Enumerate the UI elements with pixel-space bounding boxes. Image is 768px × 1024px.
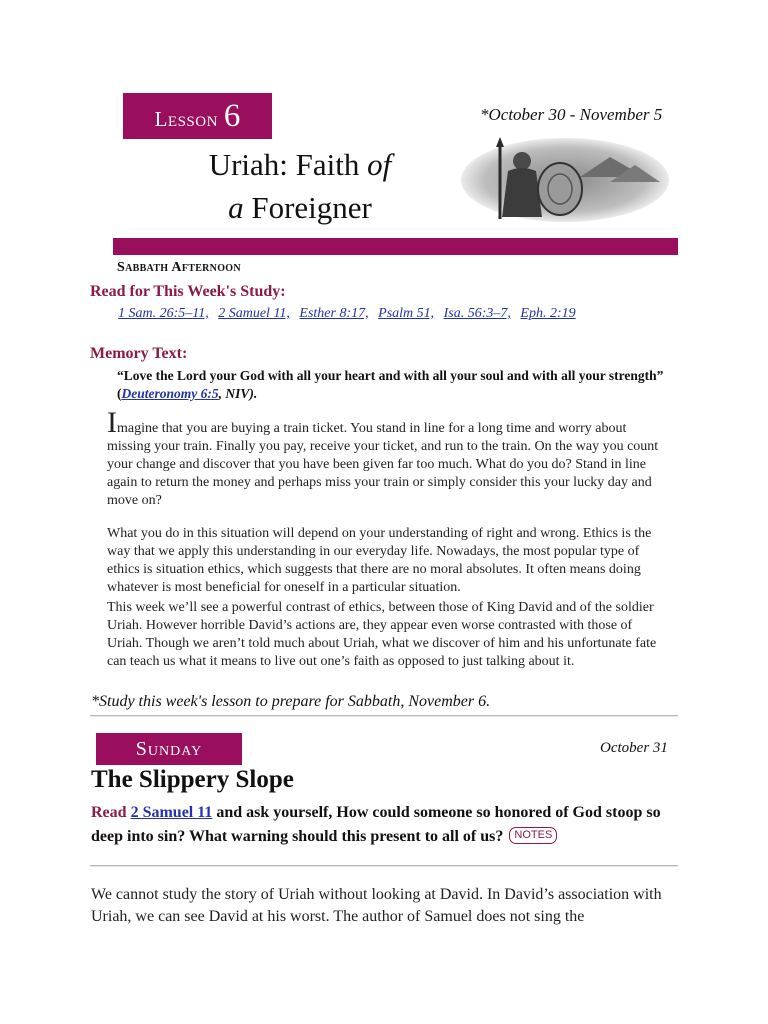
read-question [91,801,681,849]
lesson-number: 6 [223,98,241,134]
notes-button[interactable]: NOTES [509,827,557,844]
contrast-paragraph: This week we’ll see a powerful contrast of ethics, between those of King David and of the soldier Uriah. However horrible David’s actions are, they appear even worse contrasted with those of Uriah. Though we aren’t told much about Uriah, what we discover of him and his unfortunate fate can teach us what it means to live out one’s faith as opposed to just talking about it. [107,600,657,669]
sunday-title: The Slippery Slope [91,766,294,793]
divider [90,865,678,867]
read-label: Read for This Week's Study: [90,283,286,300]
read-reference-link[interactable]: 2 Samuel 11 [130,804,213,821]
title-part3: a [228,190,244,225]
title-part1: Uriah: Faith [208,147,368,182]
title-part4: Foreigner [243,190,372,225]
divider [90,715,678,717]
memory-reference-link[interactable]: Deuteronomy 6:5 [121,386,219,401]
sabbath-heading: Sabbath Afternoon [117,260,241,275]
memory-label: Memory Text: [90,345,188,362]
reference-list [118,304,588,323]
soldier-illustration-icon [460,137,670,223]
reference-link[interactable]: Esther 8:17, [299,306,369,321]
lesson-badge [123,93,272,139]
title-part2: of [367,147,392,182]
closing-paragraph: We cannot study the story of Uriah without looking at David. In David’s association with Uriah, we can see David at his worst. The author of Samuel does not sing the [91,886,662,925]
ethics-paragraph: What you do in this situation will depend on your understanding of right and wrong. Ethics is the way that we apply this understanding in our everyday life. Nowadays, the most popular type of ethics is situation ethics, which suggests that there are no moral absolutes. It often means doing whatever is most beneficial for oneself in a particular situation. [107,526,652,595]
study-note: *Study this week's lesson to prepare for Sabbath, November 6. [91,693,491,710]
lesson-word: Lesson [154,107,218,131]
reference-link[interactable]: 2 Samuel 11, [218,306,290,321]
reference-link[interactable]: 1 Sam. 26:5–11, [118,306,209,321]
paragraph-text: magine that you are buying a train ticket. You stand in line for a long time and worry about missing your train. Finally you pay, receive your ticket, and run to the train. On the way you count your change and discover that you have been given far too much. What do you do? Stand in line again to return the money and perhaps miss your train or simply consider this your lucky day and move on? [107,421,659,508]
memory-verse: “Love the Lord your God with all your heart and with all your soul and with all your strength” ( [117,368,664,401]
question-text: and ask yourself, How could someone so honored of God stoop so deep into sin? What warning should this present to all of us? [91,804,661,845]
lesson-date-range: *October 30 - November 5 [480,105,663,124]
intro-paragraph [107,406,667,510]
section-rule-bar [113,238,678,255]
read-word: Read [91,804,127,821]
reference-link[interactable]: Psalm 51, [378,306,435,321]
lesson-title [180,143,420,229]
reference-link[interactable]: Isa. 56:3–7, [443,306,511,321]
drop-cap: I [107,406,117,439]
sunday-date: October 31 [600,740,668,756]
memory-version: , NIV). [218,386,258,401]
sunday-badge: Sunday [96,733,242,765]
memory-text [117,367,677,403]
reference-link[interactable]: Eph. 2:19 [520,306,576,321]
